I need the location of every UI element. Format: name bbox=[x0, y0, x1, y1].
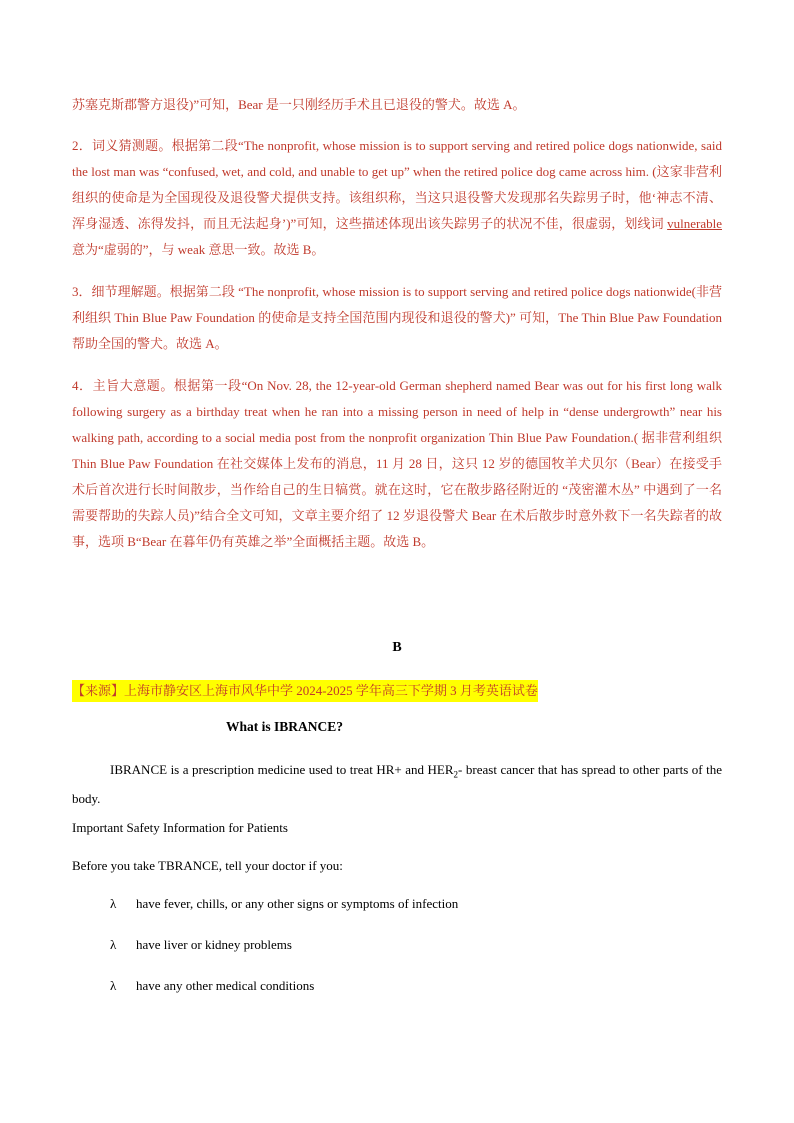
bullet-marker: λ bbox=[110, 896, 117, 911]
underlined-word: vulnerable bbox=[667, 216, 722, 231]
list-item bbox=[110, 896, 458, 912]
answer-text-2a: 2．词义猜测题。根据第二段“The nonprofit, whose mission is to support serving and retired police dogs nationwide, said the lost man was “confused, wet, and cold, and unable to get up” when the retired police dog came across him. (这家非营利组织的使命是为全国现役及退役警犬提供支持。该组织称，当这只退役警犬发现那名失踪男子时，他‘神志不清、浑身湿透、冻得发抖，而且无法起身’)”可知，这些描述体现出该失踪男子的状况不佳，很虚弱，划线词 bbox=[72, 138, 722, 231]
article-title: What is IBRANCE? bbox=[226, 719, 344, 734]
source-highlight: 【来源】上海市静安区上海市风华中学 2024-2025 学年高三下学期 3 月考英语试卷 bbox=[72, 680, 538, 702]
intro-subscript: 2 bbox=[453, 769, 459, 780]
bullet-marker: λ bbox=[110, 937, 117, 952]
answer-text-4: 4．主旨大意题。根据第一段“On Nov. 28, the 12-year-old German shepherd named Bear was out for his first long walk following surgery as a birthday treat when he ran into a missing person in need of help in “dense undergrowth” near his walking path, according to a social media post from the nonprofit organization Thin Blue Paw Foundation.( 据非营利组织 Thin Blue Paw Foundation 在社交媒体上发布的消息，11 月 28 日，这只 12 岁的德国牧羊犬贝尔（Bear）在接受手术后首次进行长时间散步，当作给自己的生日犒赏。就在这时，它在散步路径附近的 “茂密灌木丛” 中遇到了一名需要帮助的失踪人员)”结合全文可知，文章主要介绍了 12 岁退役警犬 Bear 在术后散步时意外救下一名失踪者的故事，选项 B“Bear 在暮年仍有英雄之举”全面概括主题。故选 B。 bbox=[72, 378, 722, 549]
list-item bbox=[110, 937, 292, 953]
bullet-marker: λ bbox=[110, 978, 117, 993]
answer-text-2b: 意为“虚弱的”，与 weak 意思一致。故选 B。 bbox=[72, 242, 325, 257]
safety-heading: Important Safety Information for Patients bbox=[72, 820, 288, 835]
answer-text-1: 苏塞克斯郡警方退役)”可知，Bear 是一只刚经历手术且已退役的警犬。故选 A。 bbox=[72, 97, 526, 112]
list-item-text: have any other medical conditions bbox=[136, 978, 315, 993]
before-take-line: Before you take TBRANCE, tell your doctor if you: bbox=[72, 858, 343, 873]
list-item-text: have fever, chills, or any other signs or symptoms of infection bbox=[136, 896, 459, 911]
section-letter: B bbox=[392, 640, 402, 655]
intro-text-a: IBRANCE is a prescription medicine used to treat HR+ and HER bbox=[110, 762, 454, 777]
answer-paragraph-1 bbox=[72, 92, 722, 118]
answer-paragraph-4 bbox=[72, 373, 722, 555]
answer-text-3: 3．细节理解题。根据第二段 “The nonprofit, whose mission is to support serving and retired police dogs nationwide(非营利组织 Thin Blue Paw Foundation 的使命是支持全国范围内现役和退役的警犬)” 可知，The Thin Blue Paw Foundation 帮助全国的警犬。故选 A。 bbox=[72, 284, 722, 351]
answer-paragraph-3 bbox=[72, 279, 722, 357]
list-item bbox=[110, 978, 314, 994]
article-intro bbox=[72, 758, 722, 811]
answer-paragraph-2 bbox=[72, 133, 722, 263]
intro-text-b: - breast cancer that has spread to other parts of the body. bbox=[72, 762, 722, 806]
list-item-text: have liver or kidney problems bbox=[136, 937, 292, 952]
